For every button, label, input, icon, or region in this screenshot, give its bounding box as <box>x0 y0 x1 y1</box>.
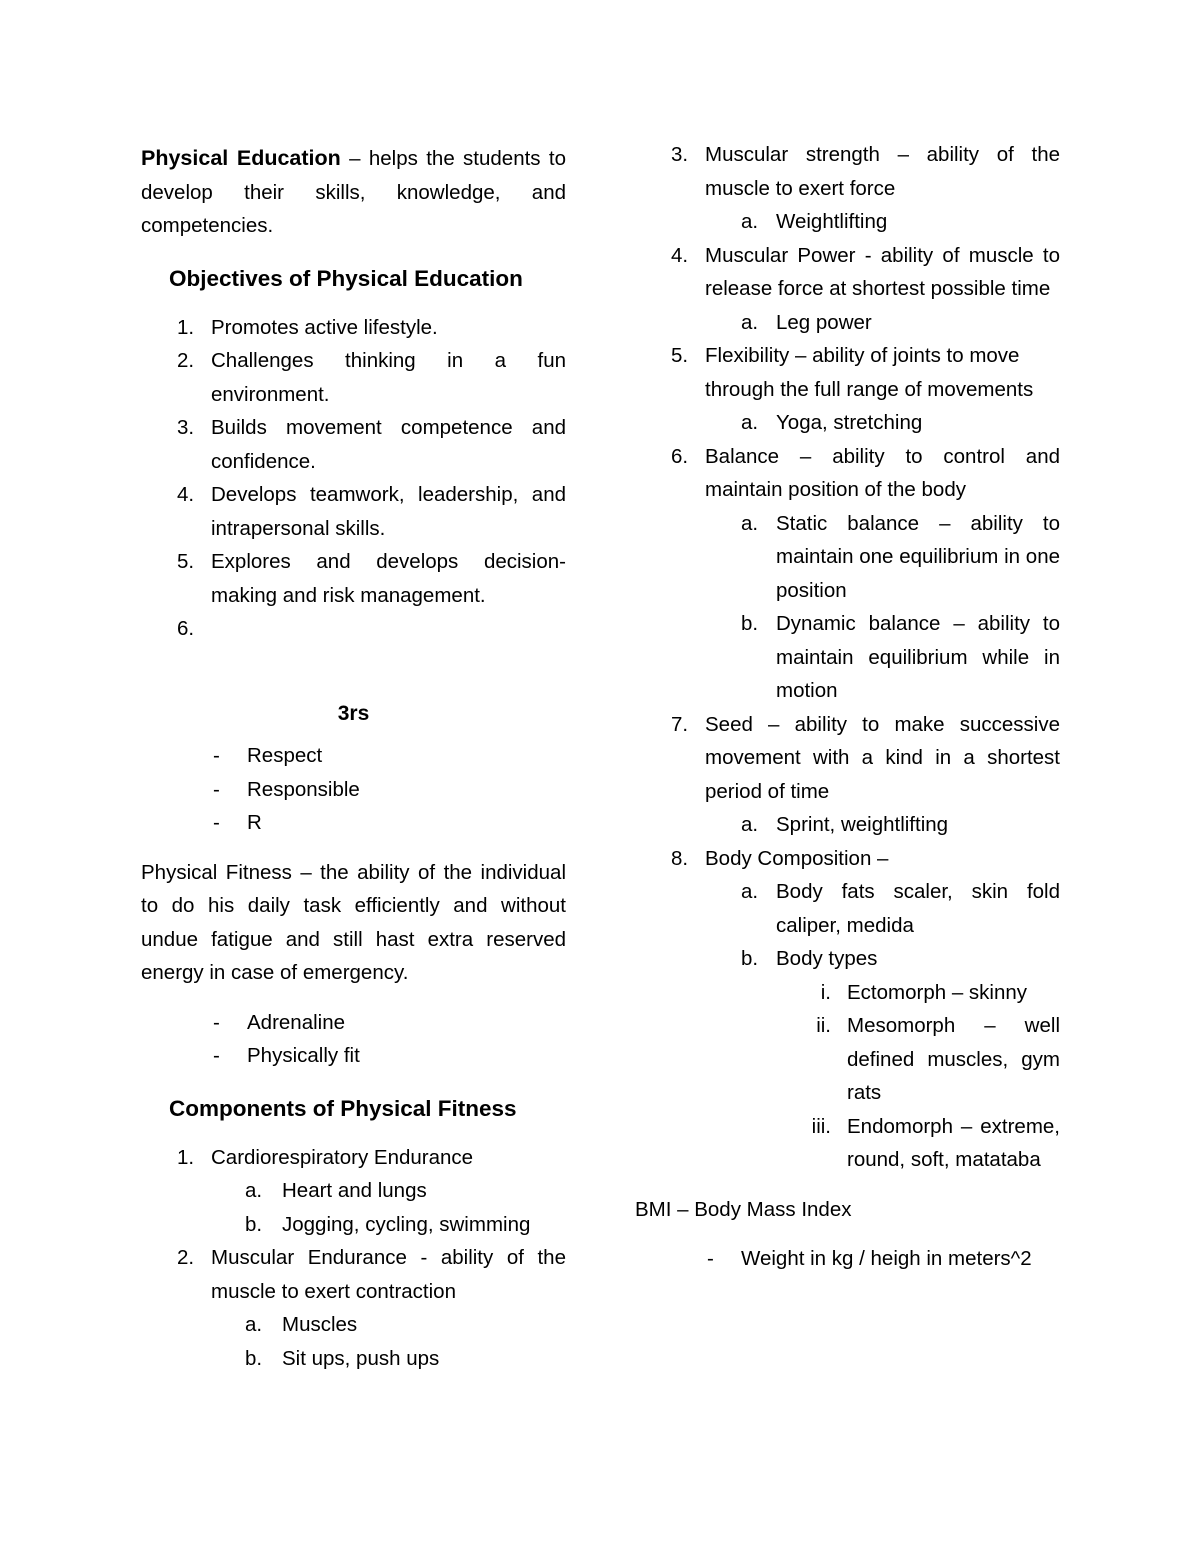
list-item <box>635 440 1060 507</box>
list-item <box>635 138 1060 205</box>
list-letter: b. <box>741 612 759 635</box>
sub-sub-list-item <box>635 1110 1060 1177</box>
list-number: 1. <box>177 315 195 339</box>
list-text: Static balance – ability to maintain one equilibrium in one position <box>776 511 1060 602</box>
list-number: 4. <box>671 243 689 267</box>
right-column <box>635 138 1060 1276</box>
sub-sub-list-item <box>635 1009 1060 1110</box>
sub-list-item <box>635 507 1060 608</box>
list-letter: a. <box>741 511 759 535</box>
sub-list-item <box>635 406 1060 440</box>
list-text: Promotes active lifestyle. <box>211 315 438 339</box>
list-text: Jogging, cycling, swimming <box>282 1212 531 1236</box>
list-number: 6. <box>177 617 195 640</box>
list-roman: iii. <box>811 1114 831 1138</box>
list-text: Physically fit <box>247 1044 360 1067</box>
list-text: Body fats scaler, skin fold caliper, medida <box>776 880 1060 937</box>
objectives-heading: Objectives of Physical Education <box>169 265 523 291</box>
list-item <box>141 344 566 411</box>
list-text: Cardiorespiratory Endurance <box>211 1145 474 1169</box>
list-text: Adrenaline <box>247 1010 346 1034</box>
list-number: 2. <box>177 349 195 372</box>
bmi-formula: Weight in kg / heigh in meters^2 <box>741 1247 1032 1270</box>
list-item <box>141 478 566 545</box>
bmi-heading: BMI – Body Mass Index <box>635 1197 852 1221</box>
list-number: 5. <box>671 344 689 367</box>
sub-list-item <box>635 942 1060 976</box>
dash-marker: - <box>213 777 220 801</box>
list-text: Explores and develops decision-making and risk management. <box>211 550 566 607</box>
list-text: Respect <box>247 744 323 767</box>
components-list-continued <box>635 138 1060 1177</box>
list-item <box>141 545 566 612</box>
list-letter: a. <box>741 813 759 836</box>
list-text: Muscles <box>282 1313 358 1336</box>
list-text: R <box>247 811 262 834</box>
threers-list <box>141 739 566 840</box>
sub-list-item <box>635 875 1060 942</box>
list-item <box>141 1039 566 1073</box>
sub-list-item <box>141 1174 566 1208</box>
list-letter: a. <box>741 411 759 434</box>
list-letter: a. <box>245 1179 263 1202</box>
sub-sub-list-item <box>635 976 1060 1010</box>
list-item <box>141 1241 566 1308</box>
list-text: Sprint, weightlifting <box>776 813 949 836</box>
list-text: Develops teamwork, leadership, and intrapersonal skills. <box>211 483 566 540</box>
list-text: Builds movement competence and confidence. <box>211 416 566 473</box>
list-text: Weightlifting <box>776 210 888 233</box>
list-number: 3. <box>177 416 195 439</box>
sub-list-item <box>141 1308 566 1342</box>
list-text: Yoga, stretching <box>776 411 923 434</box>
list-item <box>635 708 1060 809</box>
list-text: Seed – ability to make successive movement with a kind in a shortest period of time <box>705 712 1060 803</box>
list-number: 7. <box>671 712 689 736</box>
sub-list-item <box>141 1342 566 1376</box>
list-text: Body Composition – <box>705 846 889 870</box>
list-number: 4. <box>177 483 195 506</box>
list-text: Endomorph – extreme, round, soft, matataba <box>847 1114 1060 1171</box>
list-item <box>141 411 566 478</box>
list-text: Flexibility – ability of joints to move through the full range of movements <box>705 344 1034 401</box>
list-number: 6. <box>671 444 689 468</box>
list-text: Balance – ability to control and maintain position of the body <box>705 444 1060 501</box>
list-text: Dynamic balance – ability to maintain equilibrium while in motion <box>776 612 1060 702</box>
sub-list-item <box>635 306 1060 340</box>
list-letter: b. <box>741 947 759 970</box>
intro-term: Physical Education <box>141 146 341 170</box>
list-item <box>141 806 566 840</box>
objectives-list <box>141 311 566 646</box>
list-item <box>141 1006 566 1040</box>
sub-list-item <box>141 1208 566 1242</box>
list-item <box>141 612 566 645</box>
list-text: Muscular strength – ability of the muscle to exert force <box>705 143 1060 200</box>
list-roman: i. <box>820 980 831 1004</box>
list-text: Body types <box>776 947 878 970</box>
bmi-list <box>635 1242 1060 1276</box>
list-item <box>635 1242 1060 1276</box>
list-item <box>141 1141 566 1175</box>
list-letter: a. <box>741 310 759 334</box>
list-text: Heart and lungs <box>282 1179 427 1202</box>
list-number: 3. <box>671 143 689 166</box>
list-number: 1. <box>177 1145 195 1169</box>
list-letter: b. <box>245 1346 263 1370</box>
list-text: Leg power <box>776 310 872 334</box>
dash-marker: - <box>213 1010 220 1034</box>
sub-list-item <box>635 607 1060 708</box>
list-item <box>141 739 566 773</box>
list-text: Ectomorph – skinny <box>847 980 1028 1004</box>
dash-marker: - <box>213 811 220 834</box>
list-roman: ii. <box>816 1014 831 1037</box>
list-text: Responsible <box>247 777 360 801</box>
intro-definition: – helps the students to develop their skills, knowledge, and competencies. <box>141 147 566 237</box>
list-text: Sit ups, push ups <box>282 1346 440 1370</box>
list-letter: a. <box>741 880 759 903</box>
sub-list-item <box>635 808 1060 842</box>
list-number: 8. <box>671 846 689 870</box>
list-number: 5. <box>177 550 195 573</box>
list-item <box>635 239 1060 306</box>
fitness-definition: Physical Fitness – the ability of the individual to do his daily task efficiently and without undue fatigue and still hast extra reserved energy in case of emergency. <box>141 860 566 984</box>
list-item <box>635 842 1060 876</box>
components-heading: Components of Physical Fitness <box>169 1095 517 1121</box>
threers-heading: 3rs <box>337 702 370 725</box>
list-letter: a. <box>245 1313 263 1336</box>
intro-paragraph <box>141 142 566 243</box>
list-text: Challenges thinking in a fun environment. <box>211 349 566 406</box>
left-column <box>141 142 566 1375</box>
list-item <box>141 773 566 807</box>
list-text: Mesomorph – well defined muscles, gym rats <box>847 1014 1060 1104</box>
fitness-list <box>141 1006 566 1073</box>
list-text: Muscular Endurance - ability of the muscle to exert contraction <box>211 1246 566 1303</box>
dash-marker: - <box>707 1247 714 1270</box>
list-item <box>635 339 1060 406</box>
list-letter: b. <box>245 1212 263 1236</box>
list-item <box>141 311 566 345</box>
components-list <box>141 1141 566 1376</box>
list-text: Muscular Power - ability of muscle to release force at shortest possible time <box>705 243 1060 300</box>
list-number: 2. <box>177 1246 195 1269</box>
dash-marker: - <box>213 744 220 767</box>
list-letter: a. <box>741 210 759 233</box>
sub-list-item <box>635 205 1060 239</box>
dash-marker: - <box>213 1044 220 1067</box>
